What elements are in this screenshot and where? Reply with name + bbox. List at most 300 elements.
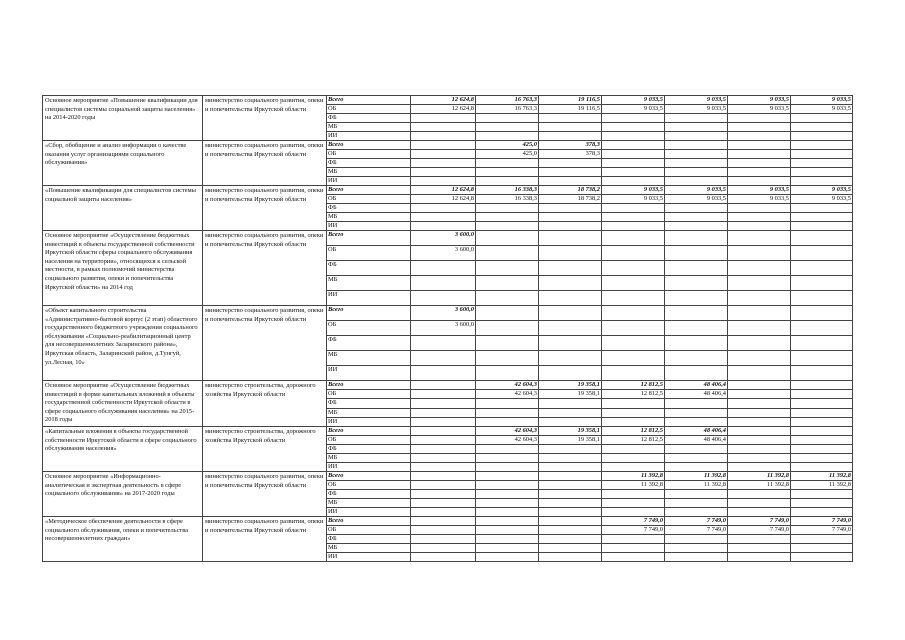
amount-cell: 7 749,0 — [602, 516, 665, 525]
amount-cell — [539, 516, 602, 525]
table-row — [43, 381, 853, 390]
amount-cell — [476, 366, 539, 381]
amount-cell — [665, 291, 728, 306]
executor-cell: министерство социального развития, опеки и попечительства Иркутской области — [203, 141, 327, 186]
amount-cell — [411, 480, 476, 489]
amount-cell — [791, 399, 853, 408]
amount-cell — [476, 261, 539, 276]
amount-cell — [791, 177, 853, 186]
amount-cell — [411, 534, 476, 543]
amount-cell — [602, 534, 665, 543]
amount-cell — [665, 351, 728, 366]
amount-cell — [411, 390, 476, 399]
amount-cell — [539, 306, 602, 321]
amount-cell — [791, 453, 853, 462]
amount-cell: 9 033,5 — [791, 186, 853, 195]
amount-cell — [728, 435, 791, 444]
table-row — [43, 516, 853, 525]
amount-cell — [476, 489, 539, 498]
amount-cell — [476, 453, 539, 462]
amount-cell — [476, 498, 539, 507]
amount-cell — [728, 552, 791, 561]
amount-cell — [665, 489, 728, 498]
amount-cell — [539, 471, 602, 480]
amount-cell — [476, 525, 539, 534]
amount-cell — [539, 159, 602, 168]
amount-cell — [791, 552, 853, 561]
amount-cell: 11 392,8 — [665, 480, 728, 489]
amount-cell: 11 392,8 — [602, 480, 665, 489]
funding-source-cell: ОБ — [327, 525, 411, 534]
table-row — [43, 471, 853, 480]
amount-cell — [665, 417, 728, 426]
amount-cell — [728, 306, 791, 321]
amount-cell — [791, 381, 853, 390]
amount-cell — [411, 114, 476, 123]
amount-cell — [411, 366, 476, 381]
amount-cell — [665, 150, 728, 159]
funding-source-cell: МБ — [327, 123, 411, 132]
amount-cell: 9 033,5 — [665, 105, 728, 114]
amount-cell — [602, 453, 665, 462]
amount-cell: 9 033,5 — [665, 186, 728, 195]
amount-cell — [665, 399, 728, 408]
amount-cell: 42 604,3 — [476, 390, 539, 399]
amount-cell — [476, 123, 539, 132]
amount-cell — [728, 543, 791, 552]
funding-source-cell: Всего — [327, 186, 411, 195]
amount-cell — [791, 141, 853, 150]
amount-cell — [539, 123, 602, 132]
amount-cell — [728, 231, 791, 246]
amount-cell: 9 033,5 — [791, 96, 853, 105]
amount-cell — [411, 435, 476, 444]
funding-source-cell: ФБ — [327, 489, 411, 498]
amount-cell — [665, 534, 728, 543]
amount-cell — [602, 399, 665, 408]
amount-cell — [602, 261, 665, 276]
amount-cell — [791, 114, 853, 123]
amount-cell — [602, 462, 665, 471]
amount-cell: 3 600,0 — [411, 231, 476, 246]
funding-source-cell: Всего — [327, 306, 411, 321]
amount-cell — [476, 399, 539, 408]
amount-cell — [728, 498, 791, 507]
amount-cell — [476, 276, 539, 291]
amount-cell — [411, 525, 476, 534]
amount-cell — [665, 507, 728, 516]
executor-cell: министерство социального развития, опеки и попечительства Иркутской области — [203, 96, 327, 141]
funding-source-cell: Всего — [327, 231, 411, 246]
amount-cell — [476, 336, 539, 351]
amount-cell — [539, 552, 602, 561]
amount-cell — [665, 306, 728, 321]
amount-cell — [602, 336, 665, 351]
amount-cell: 12 812,5 — [602, 381, 665, 390]
amount-cell — [791, 246, 853, 261]
amount-cell — [791, 123, 853, 132]
amount-cell — [602, 552, 665, 561]
funding-source-cell: Всего — [327, 96, 411, 105]
activity-name-cell: «Сбор, обобщение и анализ информации о качестве оказания услуг организациями социального обслуживания» — [43, 141, 203, 186]
amount-cell — [411, 552, 476, 561]
amount-cell — [791, 159, 853, 168]
amount-cell — [665, 213, 728, 222]
funding-source-cell: ИИ — [327, 291, 411, 306]
amount-cell — [476, 321, 539, 336]
amount-cell — [476, 132, 539, 141]
amount-cell — [602, 351, 665, 366]
amount-cell — [539, 132, 602, 141]
amount-cell — [728, 123, 791, 132]
amount-cell: 16 338,3 — [476, 186, 539, 195]
funding-source-cell: ИИ — [327, 462, 411, 471]
amount-cell — [665, 462, 728, 471]
amount-cell — [602, 444, 665, 453]
amount-cell — [791, 213, 853, 222]
amount-cell: 7 749,0 — [728, 525, 791, 534]
funding-source-cell: МБ — [327, 351, 411, 366]
amount-cell: 42 604,3 — [476, 381, 539, 390]
amount-cell — [728, 336, 791, 351]
amount-cell — [791, 417, 853, 426]
executor-cell: министерство социального развития, опеки и попечительства Иркутской области — [203, 516, 327, 561]
amount-cell — [539, 168, 602, 177]
funding-source-cell: МБ — [327, 543, 411, 552]
amount-cell — [602, 291, 665, 306]
amount-cell — [602, 417, 665, 426]
amount-cell — [665, 177, 728, 186]
amount-cell — [539, 453, 602, 462]
amount-cell — [665, 444, 728, 453]
amount-cell: 16 338,3 — [476, 195, 539, 204]
funding-source-cell: МБ — [327, 453, 411, 462]
amount-cell — [602, 543, 665, 552]
amount-cell — [476, 507, 539, 516]
amount-cell: 19 358,1 — [539, 435, 602, 444]
amount-cell — [665, 204, 728, 213]
amount-cell — [665, 141, 728, 150]
amount-cell — [411, 471, 476, 480]
amount-cell: 48 406,4 — [665, 390, 728, 399]
amount-cell — [411, 462, 476, 471]
amount-cell — [728, 507, 791, 516]
amount-cell — [539, 417, 602, 426]
amount-cell — [791, 444, 853, 453]
amount-cell — [411, 399, 476, 408]
funding-source-cell: МБ — [327, 276, 411, 291]
amount-cell — [539, 321, 602, 336]
amount-cell — [665, 114, 728, 123]
amount-cell — [411, 291, 476, 306]
amount-cell — [791, 261, 853, 276]
amount-cell — [539, 534, 602, 543]
amount-cell: 19 116,5 — [539, 96, 602, 105]
amount-cell: 12 812,5 — [602, 426, 665, 435]
amount-cell — [411, 381, 476, 390]
funding-source-cell: ОБ — [327, 390, 411, 399]
amount-cell — [791, 543, 853, 552]
amount-cell: 19 358,1 — [539, 381, 602, 390]
amount-cell — [665, 261, 728, 276]
amount-cell — [476, 444, 539, 453]
executor-cell: министерство социального развития, опеки и попечительства Иркутской области — [203, 471, 327, 516]
amount-cell: 11 392,8 — [602, 471, 665, 480]
amount-cell — [539, 525, 602, 534]
amount-cell: 9 033,5 — [602, 186, 665, 195]
amount-cell — [728, 222, 791, 231]
amount-cell — [728, 141, 791, 150]
funding-source-cell: ОБ — [327, 195, 411, 204]
amount-cell — [476, 231, 539, 246]
amount-cell — [411, 168, 476, 177]
funding-source-cell: ИИ — [327, 366, 411, 381]
amount-cell — [791, 498, 853, 507]
amount-cell — [665, 543, 728, 552]
amount-cell — [411, 132, 476, 141]
amount-cell: 378,3 — [539, 150, 602, 159]
funding-source-cell: ФБ — [327, 399, 411, 408]
amount-cell: 18 738,2 — [539, 186, 602, 195]
amount-cell — [728, 213, 791, 222]
funding-source-cell: Всего — [327, 426, 411, 435]
amount-cell: 11 392,8 — [728, 480, 791, 489]
executor-cell: министерство социального развития, опеки и попечительства Иркутской области — [203, 186, 327, 231]
amount-cell — [539, 261, 602, 276]
amount-cell — [539, 366, 602, 381]
amount-cell — [665, 366, 728, 381]
table-row — [43, 426, 853, 435]
amount-cell: 9 033,5 — [602, 195, 665, 204]
amount-cell — [791, 321, 853, 336]
activity-name-cell: Основное мероприятие «Повышение квалификации для специалистов системы социальной защиты населения» на 2014-2020 годы — [43, 96, 203, 141]
amount-cell: 16 763,3 — [476, 96, 539, 105]
funding-source-cell: ОБ — [327, 246, 411, 261]
amount-cell — [791, 390, 853, 399]
amount-cell — [476, 516, 539, 525]
amount-cell — [728, 204, 791, 213]
amount-cell — [791, 351, 853, 366]
amount-cell — [665, 408, 728, 417]
amount-cell — [539, 291, 602, 306]
amount-cell — [728, 489, 791, 498]
amount-cell: 9 033,5 — [665, 195, 728, 204]
amount-cell — [728, 177, 791, 186]
funding-source-cell: Всего — [327, 471, 411, 480]
amount-cell — [539, 498, 602, 507]
amount-cell: 7 749,0 — [791, 525, 853, 534]
amount-cell — [411, 204, 476, 213]
amount-cell: 7 749,0 — [665, 525, 728, 534]
amount-cell: 12 812,5 — [602, 435, 665, 444]
amount-cell — [539, 462, 602, 471]
amount-cell — [602, 231, 665, 246]
amount-cell — [602, 204, 665, 213]
amount-cell — [665, 246, 728, 261]
amount-cell: 19 358,1 — [539, 390, 602, 399]
amount-cell: 9 033,5 — [602, 96, 665, 105]
amount-cell — [539, 408, 602, 417]
amount-cell: 3 600,0 — [411, 246, 476, 261]
amount-cell: 7 749,0 — [602, 525, 665, 534]
amount-cell — [665, 453, 728, 462]
amount-cell — [791, 222, 853, 231]
amount-cell — [602, 213, 665, 222]
amount-cell — [602, 222, 665, 231]
amount-cell — [791, 306, 853, 321]
amount-cell — [602, 498, 665, 507]
amount-cell — [476, 534, 539, 543]
amount-cell — [791, 489, 853, 498]
funding-source-cell: ИИ — [327, 177, 411, 186]
amount-cell: 11 392,8 — [665, 471, 728, 480]
amount-cell — [411, 453, 476, 462]
activity-name-cell: «Повышение квалификации для специалистов системы социальной защиты населения» — [43, 186, 203, 231]
amount-cell — [791, 336, 853, 351]
amount-cell — [476, 204, 539, 213]
amount-cell — [476, 246, 539, 261]
amount-cell — [791, 507, 853, 516]
funding-source-cell: ИИ — [327, 222, 411, 231]
amount-cell — [539, 204, 602, 213]
funding-source-cell: ИИ — [327, 507, 411, 516]
amount-cell — [665, 336, 728, 351]
amount-cell — [728, 381, 791, 390]
amount-cell — [476, 471, 539, 480]
amount-cell — [791, 231, 853, 246]
executor-cell: министерство строительства, дорожного хозяйства Иркутской области — [203, 381, 327, 427]
amount-cell — [411, 336, 476, 351]
amount-cell — [728, 351, 791, 366]
amount-cell — [728, 246, 791, 261]
funding-source-cell: ФБ — [327, 114, 411, 123]
activity-name-cell: Основное мероприятие «Осуществление бюджетных инвестиций в объекты государственной собственности Иркутской области сферы социального обслуживания населения на территории», относящихся к сельской местности, в рамках полномочий министерства социального развития, опеки и попечительства Иркутской области» на 2014 год — [43, 231, 203, 306]
amount-cell — [665, 222, 728, 231]
amount-cell — [476, 291, 539, 306]
amount-cell — [476, 213, 539, 222]
amount-cell — [791, 534, 853, 543]
amount-cell: 9 033,5 — [728, 96, 791, 105]
amount-cell — [728, 276, 791, 291]
table-row — [43, 141, 853, 150]
funding-source-cell: МБ — [327, 408, 411, 417]
amount-cell: 12 812,5 — [602, 390, 665, 399]
amount-cell — [476, 408, 539, 417]
amount-cell — [476, 114, 539, 123]
amount-cell — [602, 321, 665, 336]
budget-table — [42, 95, 853, 562]
amount-cell — [411, 261, 476, 276]
funding-source-cell: МБ — [327, 168, 411, 177]
amount-cell — [791, 435, 853, 444]
amount-cell: 9 033,5 — [791, 105, 853, 114]
funding-source-cell: ОБ — [327, 105, 411, 114]
amount-cell — [791, 204, 853, 213]
amount-cell — [476, 177, 539, 186]
amount-cell — [539, 480, 602, 489]
amount-cell — [602, 168, 665, 177]
executor-cell: министерство социального развития, опеки и попечительства Иркутской области — [203, 231, 327, 306]
amount-cell — [791, 291, 853, 306]
amount-cell: 12 624,8 — [411, 195, 476, 204]
amount-cell: 48 406,4 — [665, 426, 728, 435]
funding-source-cell: ОБ — [327, 150, 411, 159]
amount-cell — [602, 177, 665, 186]
amount-cell: 18 738,2 — [539, 195, 602, 204]
amount-cell — [728, 534, 791, 543]
amount-cell — [665, 498, 728, 507]
funding-source-cell: ИИ — [327, 132, 411, 141]
funding-source-cell: ИИ — [327, 417, 411, 426]
amount-cell — [476, 306, 539, 321]
amount-cell: 11 392,8 — [791, 471, 853, 480]
amount-cell — [602, 246, 665, 261]
amount-cell — [411, 141, 476, 150]
amount-cell — [411, 498, 476, 507]
amount-cell — [411, 159, 476, 168]
executor-cell: министерство строительства, дорожного хозяйства Иркутской области — [203, 426, 327, 471]
amount-cell: 9 033,5 — [665, 96, 728, 105]
amount-cell — [411, 276, 476, 291]
amount-cell: 42 604,3 — [476, 426, 539, 435]
amount-cell — [791, 150, 853, 159]
amount-cell — [728, 408, 791, 417]
amount-cell — [411, 222, 476, 231]
amount-cell: 48 406,4 — [665, 381, 728, 390]
amount-cell — [728, 150, 791, 159]
funding-source-cell: ФБ — [327, 204, 411, 213]
amount-cell — [476, 159, 539, 168]
amount-cell: 9 033,5 — [728, 105, 791, 114]
amount-cell — [665, 231, 728, 246]
amount-cell — [411, 351, 476, 366]
amount-cell: 12 624,8 — [411, 105, 476, 114]
amount-cell — [539, 231, 602, 246]
amount-cell — [539, 489, 602, 498]
amount-cell — [411, 408, 476, 417]
amount-cell — [728, 291, 791, 306]
amount-cell: 7 749,0 — [665, 516, 728, 525]
amount-cell: 7 749,0 — [728, 516, 791, 525]
amount-cell: 9 033,5 — [791, 195, 853, 204]
amount-cell — [665, 552, 728, 561]
amount-cell — [602, 489, 665, 498]
amount-cell — [728, 444, 791, 453]
amount-cell — [728, 462, 791, 471]
executor-cell: министерство социального развития, опеки и попечительства Иркутской области — [203, 306, 327, 381]
funding-source-cell: ФБ — [327, 159, 411, 168]
amount-cell — [476, 222, 539, 231]
amount-cell — [411, 444, 476, 453]
amount-cell: 425,0 — [476, 141, 539, 150]
amount-cell — [476, 351, 539, 366]
table-body — [43, 96, 853, 562]
amount-cell — [791, 462, 853, 471]
activity-name-cell: «Объект капитального строительства «Административно-бытовой корпус (2 этап) областного государственного бюджетного учреждения социального обслуживания «Социально-реабилитационный центр для несовершеннолетних Заларинского района», Иркутская область, Заларинский район, д.Тунгуй, ул.Лесная, 10» — [43, 306, 203, 381]
amount-cell — [411, 177, 476, 186]
amount-cell: 9 033,5 — [602, 105, 665, 114]
amount-cell — [411, 417, 476, 426]
amount-cell — [665, 123, 728, 132]
activity-name-cell: Основное мероприятие «Информационно-аналитическая и экспертная деятельность в сфере социального обслуживания» на 2017-2020 годы — [43, 471, 203, 516]
amount-cell: 19 358,1 — [539, 426, 602, 435]
amount-cell — [791, 408, 853, 417]
amount-cell — [602, 408, 665, 417]
amount-cell — [665, 276, 728, 291]
amount-cell — [791, 276, 853, 291]
amount-cell — [411, 213, 476, 222]
funding-source-cell: Всего — [327, 516, 411, 525]
